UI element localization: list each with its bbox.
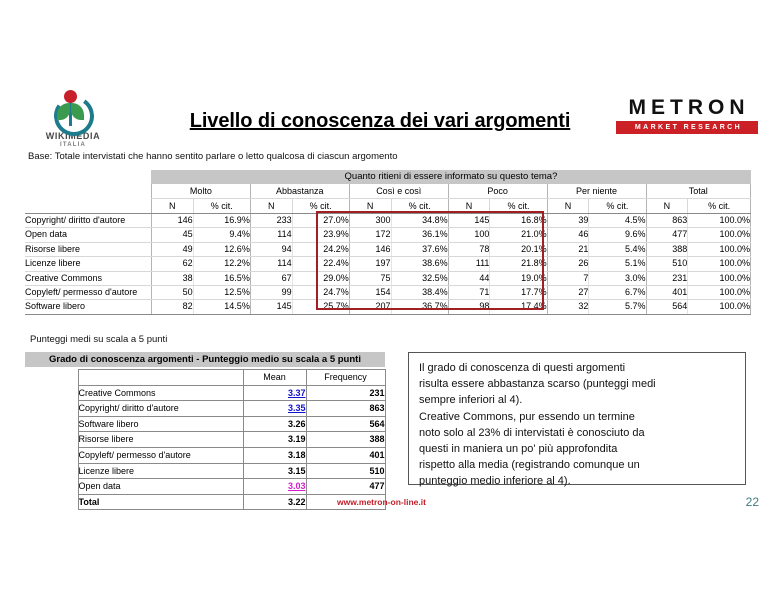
data-cell: 863 xyxy=(646,214,688,228)
mean-left-spacer xyxy=(25,370,78,386)
data-cell: 71 xyxy=(448,286,490,300)
mean-frequency: 388 xyxy=(306,432,385,448)
data-cell: 100.0% xyxy=(688,228,751,242)
mean-table-row[interactable] xyxy=(25,385,385,401)
mean-frequency: 510 xyxy=(306,463,385,479)
crosstab-band-row xyxy=(25,170,751,184)
mean-left-spacer xyxy=(25,432,78,448)
crosstab-band-title: Quanto ritieni di essere informato su questo tema? xyxy=(151,170,750,184)
commentary-box xyxy=(408,352,746,488)
data-cell: 388 xyxy=(646,242,688,256)
data-cell: 36.7% xyxy=(391,300,448,314)
mean-left-spacer xyxy=(25,416,78,432)
data-cell: 82 xyxy=(151,300,193,314)
mean-value: 3.35 xyxy=(243,401,306,417)
mean-frequency: 564 xyxy=(306,416,385,432)
commentary-line: sempre inferiori al 4). xyxy=(419,394,523,407)
subheader-n: N xyxy=(250,199,292,214)
data-cell: 477 xyxy=(646,228,688,242)
subheader-pct: % cit. xyxy=(490,199,547,214)
data-cell: 100.0% xyxy=(688,300,751,314)
data-cell: 111 xyxy=(448,257,490,271)
column-group-header: Per niente xyxy=(547,184,646,199)
data-cell: 39 xyxy=(547,214,589,228)
row-label: Software libero xyxy=(25,300,151,314)
column-group-header: Così e così xyxy=(349,184,448,199)
data-cell: 26 xyxy=(547,257,589,271)
metron-tagline: MARKET RESEARCH xyxy=(616,121,758,134)
table-row[interactable] xyxy=(25,286,751,300)
subheader-n: N xyxy=(646,199,688,214)
footer-website-link[interactable]: www.metron-on-line.it xyxy=(337,497,426,507)
mean-col-frequency-header: Frequency xyxy=(306,370,385,386)
subheader-n: N xyxy=(448,199,490,214)
data-cell: 38 xyxy=(151,271,193,285)
data-cell: 19.0% xyxy=(490,271,547,285)
data-cell: 17.7% xyxy=(490,286,547,300)
subheader-n: N xyxy=(151,199,193,214)
subheader-pct: % cit. xyxy=(688,199,751,214)
subheader-pct: % cit. xyxy=(193,199,250,214)
mean-table-row[interactable] xyxy=(25,447,385,463)
data-cell: 50 xyxy=(151,286,193,300)
data-cell: 100.0% xyxy=(688,242,751,256)
knowledge-crosstab-container xyxy=(25,170,751,315)
data-cell: 12.5% xyxy=(193,286,250,300)
data-cell: 17.4% xyxy=(490,300,547,314)
mean-left-spacer xyxy=(25,479,78,495)
data-cell: 12.6% xyxy=(193,242,250,256)
data-cell: 145 xyxy=(448,214,490,228)
wikimedia-wordmark: WIKIMEDIA xyxy=(45,131,101,141)
mean-col-blank-header xyxy=(78,370,243,386)
crosstab-group-header-row xyxy=(25,184,751,199)
page-title: Livello di conoscenza dei vari argomenti xyxy=(189,110,571,132)
data-cell: 34.8% xyxy=(391,214,448,228)
row-label: Risorse libere xyxy=(25,242,151,256)
data-cell: 62 xyxy=(151,257,193,271)
row-label: Copyleft/ permesso d'autore xyxy=(25,286,151,300)
data-cell: 9.6% xyxy=(589,228,646,242)
wikimedia-country-label: ITALIA xyxy=(59,142,87,148)
data-cell: 27 xyxy=(547,286,589,300)
mean-frequency: 863 xyxy=(306,401,385,417)
row-label: Open data xyxy=(25,228,151,242)
data-cell: 45 xyxy=(151,228,193,242)
data-cell: 100.0% xyxy=(688,214,751,228)
mean-row-label: Copyleft/ permesso d'autore xyxy=(78,447,243,463)
row-label-header xyxy=(25,199,151,214)
mean-header-row xyxy=(25,370,385,386)
table-row[interactable] xyxy=(25,214,751,228)
knowledge-crosstab-table xyxy=(25,170,751,315)
data-cell: 114 xyxy=(250,228,292,242)
page-number: 22 xyxy=(745,495,759,509)
subheader-pct: % cit. xyxy=(292,199,349,214)
data-cell: 75 xyxy=(349,271,391,285)
base-description: Base: Totale intervistati che hanno sentito parlare o letto qualcosa di ciascun argomento xyxy=(28,151,398,162)
table-row[interactable] xyxy=(25,257,751,271)
mean-frequency: 477 xyxy=(306,479,385,495)
mean-value: 3.19 xyxy=(243,432,306,448)
subheader-n: N xyxy=(349,199,391,214)
data-cell: 100.0% xyxy=(688,271,751,285)
data-cell: 38.6% xyxy=(391,257,448,271)
mean-value: 3.18 xyxy=(243,447,306,463)
mean-row-label: Software libero xyxy=(78,416,243,432)
data-cell: 21.8% xyxy=(490,257,547,271)
data-cell: 16.5% xyxy=(193,271,250,285)
crosstab-subheader-row xyxy=(25,199,751,214)
data-cell: 300 xyxy=(349,214,391,228)
mean-row-label: Licenze libere xyxy=(78,463,243,479)
data-cell: 37.6% xyxy=(391,242,448,256)
data-cell: 197 xyxy=(349,257,391,271)
mean-value: 3.37 xyxy=(243,385,306,401)
row-label: Licenze libere xyxy=(25,257,151,271)
data-cell: 78 xyxy=(448,242,490,256)
table-row[interactable] xyxy=(25,228,751,242)
mean-left-spacer xyxy=(25,494,78,510)
data-cell: 98 xyxy=(448,300,490,314)
data-cell: 207 xyxy=(349,300,391,314)
data-cell: 100.0% xyxy=(688,286,751,300)
mean-frequency: 401 xyxy=(306,447,385,463)
data-cell: 44 xyxy=(448,271,490,285)
data-cell: 99 xyxy=(250,286,292,300)
commentary-line: questi in maniera un po' più approfondita xyxy=(419,443,618,456)
mean-table-row[interactable] xyxy=(25,463,385,479)
mean-col-mean-header: Mean xyxy=(243,370,306,386)
band-spacer xyxy=(25,170,151,184)
row-label: Copyright/ diritto d'autore xyxy=(25,214,151,228)
data-cell: 146 xyxy=(349,242,391,256)
mean-total-value: 3.22 xyxy=(243,494,306,510)
row-label: Creative Commons xyxy=(25,271,151,285)
mean-left-spacer xyxy=(25,401,78,417)
data-cell: 67 xyxy=(250,271,292,285)
data-cell: 9.4% xyxy=(193,228,250,242)
mean-row-label: Copyright/ diritto d'autore xyxy=(78,401,243,417)
mean-table-row[interactable] xyxy=(25,401,385,417)
commentary-line: rispetto alla media (registrando comunque un xyxy=(419,459,640,472)
data-cell: 172 xyxy=(349,228,391,242)
data-cell: 114 xyxy=(250,257,292,271)
group-header-spacer xyxy=(25,184,151,199)
mean-row-label: Risorse libere xyxy=(78,432,243,448)
data-cell: 23.9% xyxy=(292,228,349,242)
mean-score-table xyxy=(25,369,386,510)
mean-score-container xyxy=(25,352,385,510)
data-cell: 146 xyxy=(151,214,193,228)
data-cell: 27.0% xyxy=(292,214,349,228)
table-row[interactable] xyxy=(25,271,751,285)
data-cell: 94 xyxy=(250,242,292,256)
mean-table-row[interactable] xyxy=(25,432,385,448)
wikimedia-logo-mark xyxy=(51,90,95,130)
data-cell: 3.0% xyxy=(589,271,646,285)
data-cell: 154 xyxy=(349,286,391,300)
data-cell: 6.7% xyxy=(589,286,646,300)
metron-wordmark: METRON xyxy=(628,96,750,119)
column-group-header: Total xyxy=(646,184,750,199)
data-cell: 16.8% xyxy=(490,214,547,228)
commentary-line: Il grado di conoscenza di questi argomenti xyxy=(419,362,626,374)
data-cell: 231 xyxy=(646,271,688,285)
data-cell: 5.7% xyxy=(589,300,646,314)
mean-total-row xyxy=(25,494,385,510)
data-cell: 100.0% xyxy=(688,257,751,271)
mean-table-band-title: Grado di conoscenza argomenti - Punteggio medio su scala a 5 punti xyxy=(25,352,385,367)
mean-value: 3.03 xyxy=(243,479,306,495)
data-cell: 100 xyxy=(448,228,490,242)
data-cell: 5.1% xyxy=(589,257,646,271)
mean-total-label: Total xyxy=(78,494,243,510)
subheader-pct: % cit. xyxy=(589,199,646,214)
column-group-header: Abbastanza xyxy=(250,184,349,199)
data-cell: 49 xyxy=(151,242,193,256)
data-cell: 46 xyxy=(547,228,589,242)
data-cell: 21.0% xyxy=(490,228,547,242)
commentary-line: Creative Commons, pur essendo un termine xyxy=(419,410,635,423)
mean-score-note: Punteggi medi su scala a 5 punti xyxy=(30,334,168,345)
mean-row-label: Open data xyxy=(78,479,243,495)
mean-value: 3.15 xyxy=(243,463,306,479)
commentary-line: punteggio medio inferiore al 4). xyxy=(419,475,571,488)
metron-logo xyxy=(616,96,758,134)
data-cell: 510 xyxy=(646,257,688,271)
data-cell: 21 xyxy=(547,242,589,256)
data-cell: 401 xyxy=(646,286,688,300)
table-row[interactable] xyxy=(25,242,751,256)
mean-table-row[interactable] xyxy=(25,416,385,432)
mean-left-spacer xyxy=(25,385,78,401)
mean-left-spacer xyxy=(25,447,78,463)
mean-left-spacer xyxy=(25,463,78,479)
red-dot-icon xyxy=(64,90,77,103)
column-group-header: Poco xyxy=(448,184,547,199)
data-cell: 5.4% xyxy=(589,242,646,256)
data-cell: 22.4% xyxy=(292,257,349,271)
data-cell: 16.9% xyxy=(193,214,250,228)
data-cell: 233 xyxy=(250,214,292,228)
data-cell: 564 xyxy=(646,300,688,314)
data-cell: 38.4% xyxy=(391,286,448,300)
data-cell: 24.7% xyxy=(292,286,349,300)
data-cell: 24.2% xyxy=(292,242,349,256)
commentary-line: risulta essere abbastanza scarso (punteggi medi xyxy=(419,378,656,391)
column-group-header: Molto xyxy=(151,184,250,199)
subheader-pct: % cit. xyxy=(391,199,448,214)
data-cell: 4.5% xyxy=(589,214,646,228)
commentary-line: noto solo al 23% di intervistati è conosciuto da xyxy=(419,426,645,439)
data-cell: 14.5% xyxy=(193,300,250,314)
data-cell: 12.2% xyxy=(193,257,250,271)
data-cell: 36.1% xyxy=(391,228,448,242)
mean-row-label: Creative Commons xyxy=(78,385,243,401)
subheader-n: N xyxy=(547,199,589,214)
mean-frequency: 231 xyxy=(306,385,385,401)
data-cell: 25.7% xyxy=(292,300,349,314)
table-row[interactable] xyxy=(25,300,751,314)
data-cell: 32 xyxy=(547,300,589,314)
data-cell: 29.0% xyxy=(292,271,349,285)
data-cell: 7 xyxy=(547,271,589,285)
mean-table-row[interactable] xyxy=(25,479,385,495)
wikimedia-italia-logo xyxy=(30,90,116,148)
data-cell: 145 xyxy=(250,300,292,314)
data-cell: 20.1% xyxy=(490,242,547,256)
mean-value: 3.26 xyxy=(243,416,306,432)
data-cell: 32.5% xyxy=(391,271,448,285)
